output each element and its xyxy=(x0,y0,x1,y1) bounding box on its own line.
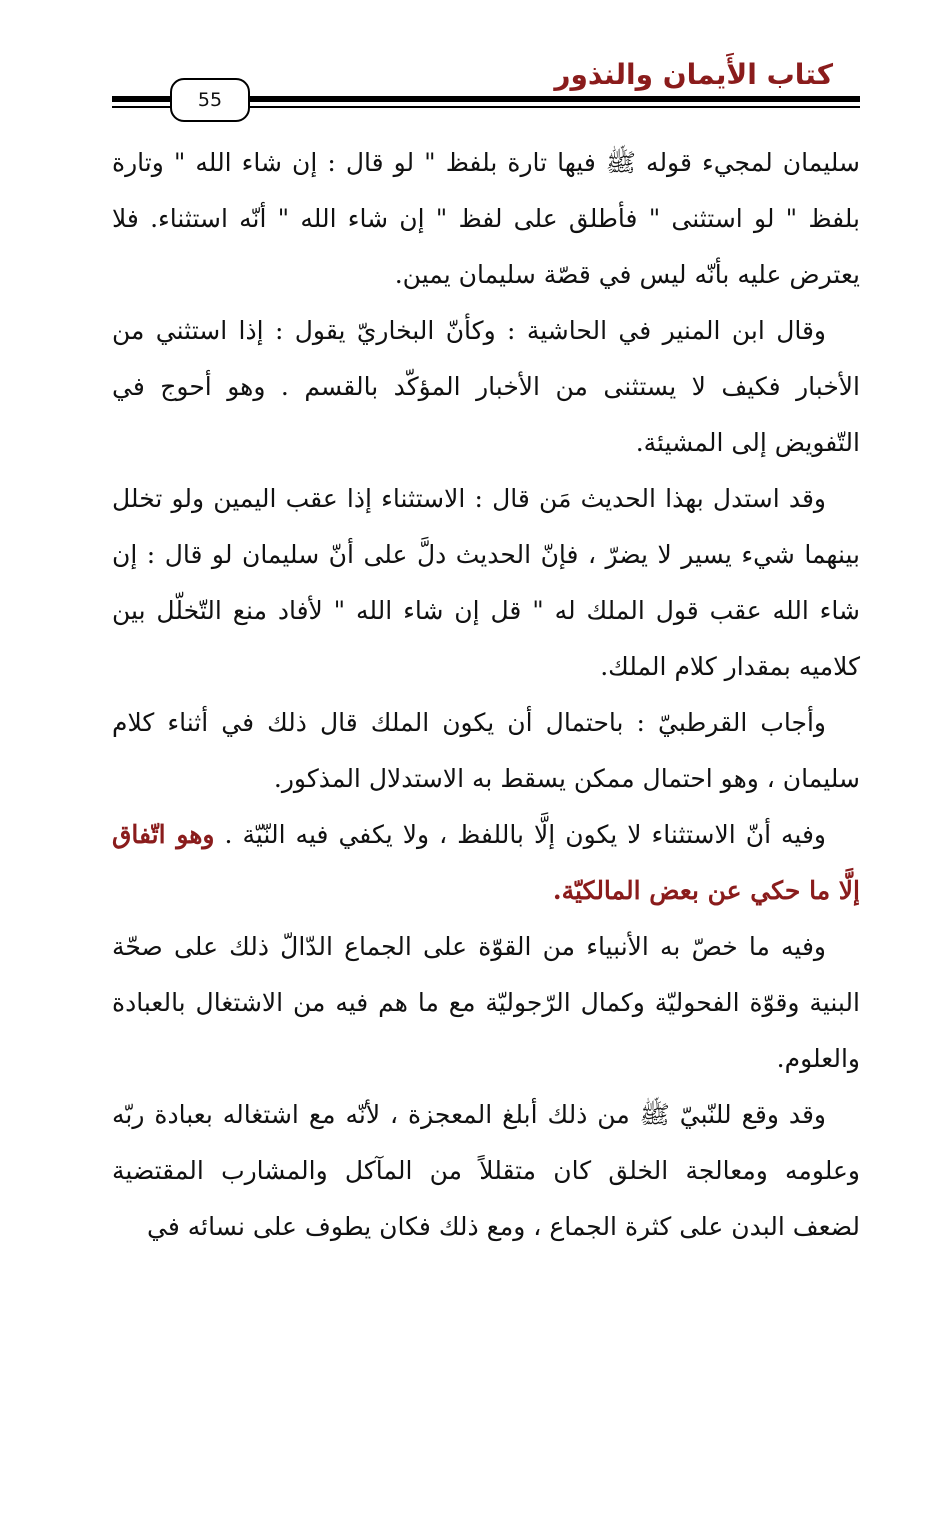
paragraph-7 xyxy=(112,1087,860,1255)
paragraph-7-text: وقد وقع للنّبيّ ﷺ من ذلك أبلغ المعجزة ، لأنّه مع اشتغاله بعبادة ربّه وعلومه ومعالجة الخلق كان متقللاً من المآكل والمشارب المقتضية لضعف البدن على كثرة الجماع ، ومع ذلك فكان يطوف على نسائه في xyxy=(112,1100,860,1241)
paragraph-2 xyxy=(112,303,860,471)
paragraph-6-text: وفيه ما خصّ به الأنبياء من القوّة على الجماع الدّالّ ذلك على صحّة البنية وقوّة الفحوليّة وكمال الرّجوليّة مع ما هم فيه من الاشتغال بالعبادة والعلوم. xyxy=(112,932,860,1073)
paragraph-5 xyxy=(112,807,860,919)
paragraph-indent xyxy=(826,484,860,513)
paragraph-indent xyxy=(826,316,860,345)
paragraph-5-highlight: وهو اتّفاق إلَّا ما حكي عن بعض المالكيّة. xyxy=(112,820,860,905)
paragraph-4 xyxy=(112,695,860,807)
paragraph-1 xyxy=(112,135,860,303)
paragraph-1-text: سليمان لمجيء قوله ﷺ فيها تارة بلفظ " لو قال : إن شاء الله " وتارة بلفظ " لو استثنى " فأطلق على لفظ " إن شاء الله " أنّه استثناء. فلا يعترض عليه بأنّه ليس في قصّة سليمان يمين. xyxy=(112,148,860,289)
paragraph-6 xyxy=(112,919,860,1087)
paragraph-3 xyxy=(112,471,860,695)
paragraph-indent xyxy=(826,1100,860,1129)
paragraph-indent xyxy=(826,820,860,849)
page-number: 55 xyxy=(170,78,250,122)
body-text xyxy=(112,135,860,1255)
paragraph-2-text: وقال ابن المنير في الحاشية : وكأنّ البخاريّ يقول : إذا استثني من الأخبار فكيف لا يستثنى من الأخبار المؤكّد بالقسم . وهو أحوج في التّفويض إلى المشيئة. xyxy=(112,316,860,457)
book-title: كتاب الأَيمان والنذور xyxy=(554,58,833,91)
paragraph-indent xyxy=(826,932,860,961)
paragraph-3-text: وقد استدل بهذا الحديث مَن قال : الاستثناء إذا عقب اليمين ولو تخلل بينهما شيء يسير لا يضرّ ، فإنّ الحديث دلَّ على أنّ سليمان لو قال : إن شاء الله عقب قول الملك له " قل إن شاء الله " لأفاد منع التّخلّل بين كلاميه بمقدار كلام الملك. xyxy=(112,484,860,681)
paragraph-4-text: وأجاب القرطبيّ : باحتمال أن يكون الملك قال ذلك في أثناء كلام سليمان ، وهو احتمال ممكن يسقط به الاستدلال المذكور. xyxy=(112,708,860,793)
paragraph-5-text: وفيه أنّ الاستثناء لا يكون إلَّا باللفظ ، ولا يكفي فيه النّيّة . xyxy=(224,820,826,849)
paragraph-indent xyxy=(826,708,860,737)
